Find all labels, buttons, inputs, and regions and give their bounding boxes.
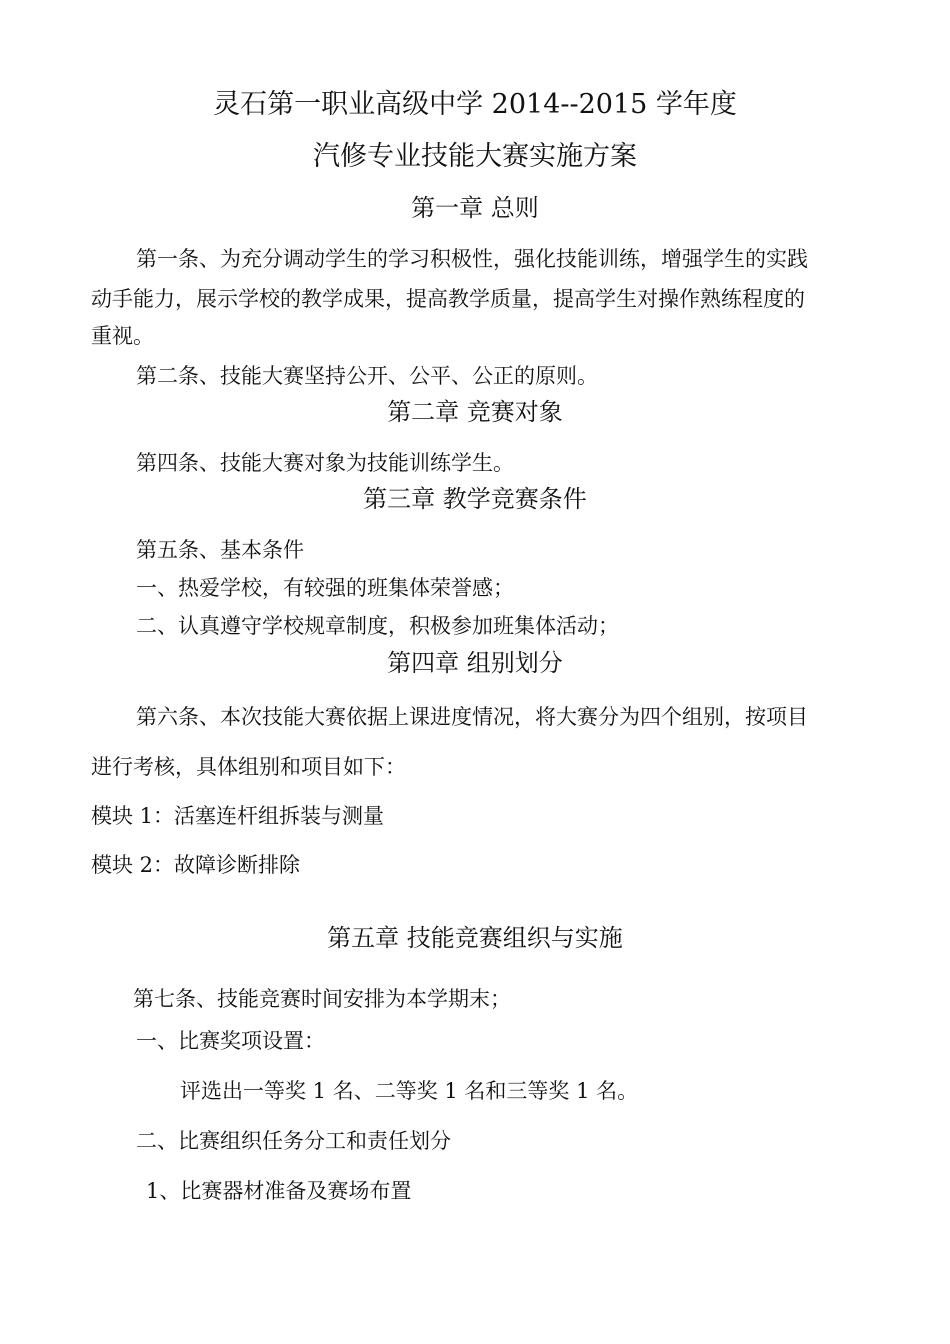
article-7: 第七条、技能竞赛时间安排为本学期末； (133, 987, 511, 1011)
doc-title-line1: 灵石第一职业高级中学 2014--2015 学年度 (213, 89, 737, 120)
article-2: 第二条、技能大赛坚持公开、公平、公正的原则。 (136, 364, 598, 388)
award-description: 评选出一等奖 1 名、二等奖 1 名和三等奖 1 名。 (180, 1079, 639, 1103)
condition-2: 二、认真遵守学校规章制度，积极参加班集体活动； (136, 614, 619, 638)
module-1: 模块 1：活塞连杆组拆装与测量 (91, 804, 385, 828)
article-5: 第五条、基本条件 (136, 538, 304, 562)
chapter-heading-2: 第二章 竞赛对象 (387, 398, 563, 426)
article-1-line-1: 第一条、为充分调动学生的学习积极性，强化技能训练，增强学生的实践 (136, 247, 808, 271)
award-heading: 一、比赛奖项设置： (136, 1029, 325, 1053)
article-6-line-2: 进行考核，具体组别和项目如下： (91, 755, 406, 779)
module-2: 模块 2：故障诊断排除 (91, 853, 301, 877)
organization-item-1: 1、比赛器材准备及赛场布置 (146, 1179, 412, 1203)
condition-1: 一、热爱学校，有较强的班集体荣誉感； (136, 576, 514, 600)
article-1-line-2: 动手能力，展示学校的教学成果，提高教学质量，提高学生对操作熟练程度的 (91, 287, 805, 311)
chapter-heading-3: 第三章 教学竞赛条件 (363, 485, 587, 513)
article-4: 第四条、技能大赛对象为技能训练学生。 (136, 451, 514, 475)
article-6-line-1: 第六条、本次技能大赛依据上课进度情况，将大赛分为四个组别，按项目 (136, 705, 808, 729)
organization-heading: 二、比赛组织任务分工和责任划分 (136, 1129, 451, 1153)
chapter-heading-1: 第一章 总则 (411, 194, 539, 222)
doc-title-line2: 汽修专业技能大赛实施方案 (313, 141, 637, 172)
chapter-heading-4: 第四章 组别划分 (387, 649, 563, 677)
article-1-line-3: 重视。 (91, 324, 154, 348)
chapter-heading-5: 第五章 技能竞赛组织与实施 (327, 924, 623, 952)
